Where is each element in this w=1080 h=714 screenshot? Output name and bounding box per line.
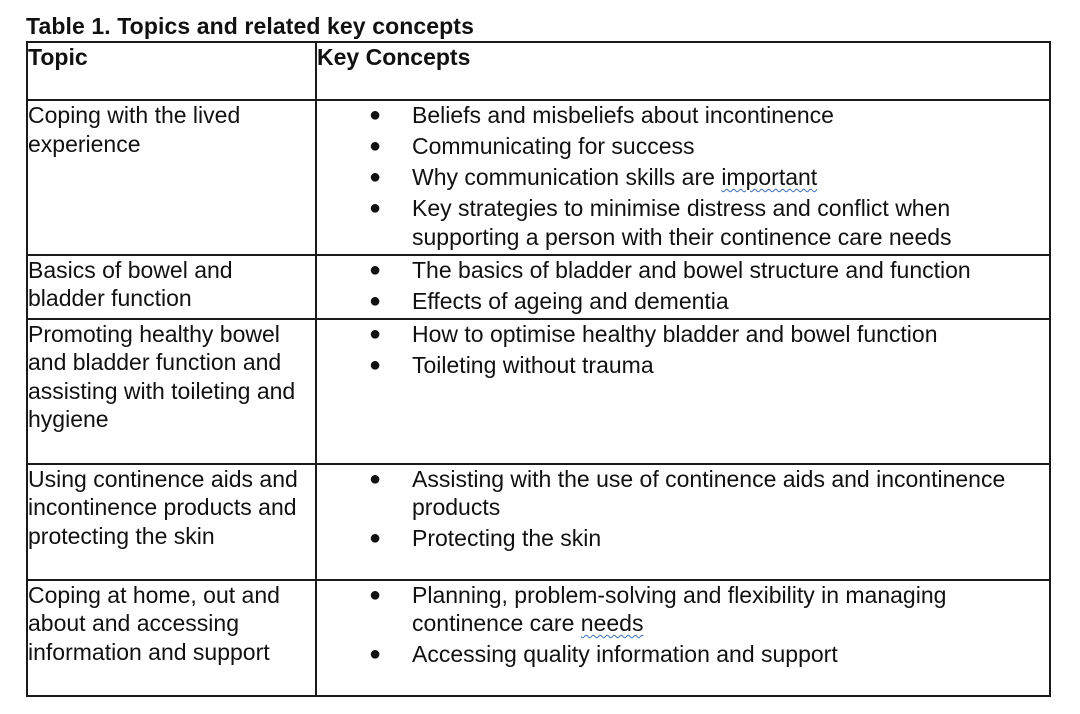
concept-item: ● Why communication skills are important — [369, 164, 818, 190]
concept-list — [317, 320, 1049, 380]
topic-cell: Basics of bowel and bladder function — [27, 255, 316, 319]
bullet-icon: ● — [369, 583, 382, 606]
bullet-icon: ● — [369, 166, 382, 188]
concept-item: ● Accessing quality information and support — [369, 641, 838, 667]
concept-item: ● Key strategies to minimise distress and conflict when supporting a person with their continence care needs — [369, 195, 952, 250]
spellcheck-underlined-word: needs — [580, 610, 644, 636]
concept-item: ● Communicating for success — [369, 133, 695, 159]
topic-cell: Coping with the lived experience — [27, 100, 316, 255]
topic-cell: Promoting healthy bowel and bladder function and assisting with toileting and hygiene — [27, 319, 316, 464]
concept-item: ● How to optimise healthy bladder and bowel function — [369, 320, 938, 347]
bullet-icon: ● — [369, 643, 382, 665]
concept-item: ● Planning, problem-solving and flexibility in managing continence care needs — [369, 581, 947, 636]
concept-list — [317, 581, 1049, 669]
bullet-icon: ● — [369, 135, 382, 157]
spellcheck-underlined-word: important — [721, 164, 818, 190]
topics-table — [26, 41, 1051, 697]
bullet-icon: ● — [369, 353, 382, 376]
table-row — [27, 464, 1050, 580]
concepts-cell — [316, 580, 1050, 696]
concepts-cell — [316, 255, 1050, 319]
table-header-row — [27, 42, 1050, 100]
concept-list — [317, 465, 1049, 553]
topic-cell: Coping at home, out and about and accessing information and support — [27, 580, 316, 696]
concepts-cell — [316, 319, 1050, 464]
bullet-icon: ● — [369, 258, 382, 281]
table-row — [27, 100, 1050, 255]
bullet-icon: ● — [369, 289, 382, 312]
concept-item: ● Assisting with the use of continence aids and incontinence products — [369, 465, 1006, 520]
table-caption: Table 1. Topics and related key concepts — [26, 13, 474, 39]
concepts-cell — [316, 100, 1050, 255]
concept-list — [317, 256, 1049, 316]
header-key-concepts: Key Concepts — [316, 42, 1050, 100]
concept-item: ● Protecting the skin — [369, 525, 602, 551]
concept-item: ● Toileting without trauma — [369, 351, 654, 378]
bullet-icon: ● — [369, 467, 382, 490]
bullet-icon: ● — [369, 104, 382, 126]
table-row — [27, 580, 1050, 696]
concept-item: ● Beliefs and misbeliefs about incontinence — [369, 102, 834, 128]
topic-cell: Using continence aids and incontinence products and protecting the skin — [27, 464, 316, 580]
bullet-icon: ● — [369, 197, 382, 219]
table-row — [27, 255, 1050, 319]
concept-item: ● The basics of bladder and bowel structure and function — [369, 256, 971, 283]
table-row — [27, 319, 1050, 464]
bullet-icon: ● — [369, 527, 382, 549]
bullet-icon: ● — [369, 322, 382, 345]
concepts-cell — [316, 464, 1050, 580]
header-topic: Topic — [27, 42, 316, 100]
concept-item: ● Effects of ageing and dementia — [369, 287, 729, 314]
concept-list — [317, 101, 1049, 251]
